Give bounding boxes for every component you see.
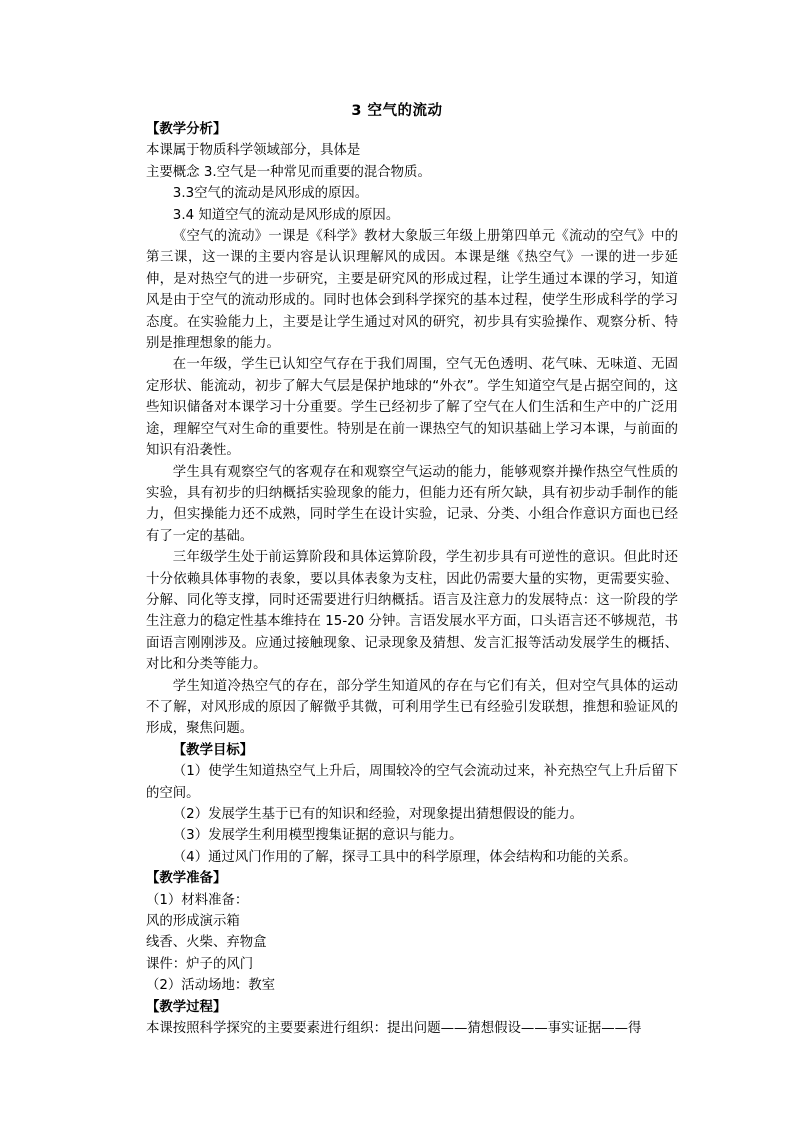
section-heading-process: 【教学过程】 xyxy=(146,999,227,1015)
prep-material: 线香、火柴、弃物盒 xyxy=(146,935,267,951)
paragraph: 在一年级，学生已认知空气存在于我们周围，空气无色透明、花气味、无味道、无固定形状、能流动，初步了解大气层是保护地球的“外衣”。学生知道空气是占据空间的，这些知识储备对本课学习十分重要。学生已经初步了解了空气在人们生活和生产中的广泛用途，理解空气对生命的重要性。特别是在前一课热空气的知识基础上学习本课，与前面的知识有沿袭性。 xyxy=(146,357,678,459)
prep-item: （2）活动场地：教室 xyxy=(146,978,276,994)
prep-material: 风的形成演示箱 xyxy=(146,914,240,930)
goal-item: （4）通过风门作用的了解，探寻工具中的科学原理，体会结构和功能的关系。 xyxy=(172,849,637,865)
paragraph: 学生具有观察空气的客观存在和观察空气运动的能力，能够观察并操作热空气性质的实验，具有初步的归纳概括实验现象的能力，但能力还有所欠缺，具有初步动手制作的能力，但实操能力还不成熟，同时学生在设计实验，记录、分类、小组合作意识方面也已经有了一定的基础。 xyxy=(146,464,678,544)
section-heading-prep: 【教学准备】 xyxy=(146,871,227,887)
concept-3-4: 3.4 知道空气的流动是风形成的原因。 xyxy=(172,207,400,223)
paragraph: 《空气的流动》一课是《科学》教材大象版三年级上册第四单元《流动的空气》中的第三课，这一课的主要内容是认识理解风的成因。本课是继《热空气》一课的进一步延伸，是对热空气的进一步研究，主要是研究风的形成过程，让学生通过本课的学习，知道风是由于空气的流动形成的。同时也体会到科学探究的基本过程，使学生形成科学的学习态度。在实验能力上，主要是让学生通过对风的研究，初步具有实验操作、观察分析、特别是推理想象的能力。 xyxy=(146,229,678,352)
process-intro: 本课按照科学探究的主要要素进行组织：提出问题——猜想假设——事实证据——得 xyxy=(146,1021,642,1037)
goal-item: （2）发展学生基于已有的知识和经验，对现象提出猜想假设的能力。 xyxy=(172,807,584,822)
paragraph: 三年级学生处于前运算阶段和具体运算阶段，学生初步具有可逆性的意识。但此时还十分依赖具体事物的表象，要以具体表象为支柱，因此仍需要大量的实物，更需要实验、分解、同化等支撑，同时还需要进行归纳概括。语言及注意力的发展特点：这一阶段的学生注意力的稳定性基本维持在 15-20 分钟。言语发展水平方面，口头语言还不够规范，书面语言刚刚涉及。应通过接触现象、记录现象及猜想、发言汇报等活动发展学生的概括、对比和分类等能力。 xyxy=(146,550,678,673)
paragraph: 学生知道冷热空气的存在，部分学生知道风的存在与它们有关，但对空气具体的运动不了解，对风形成的原因了解微乎其微，可利用学生已有经验引发联想，推想和验证风的形成，聚焦问题。 xyxy=(146,678,678,737)
concept-main: 主要概念 3.空气是一种常见而重要的混合物质。 xyxy=(146,164,431,180)
section-heading-analysis: 【教学分析】 xyxy=(146,122,227,137)
analysis-intro: 本课属于物质科学领域部分，具体是 xyxy=(146,143,361,159)
document-body xyxy=(146,119,678,1039)
prep-material: 课件：炉子的风门 xyxy=(146,956,254,972)
goal-item: （3）发展学生利用模型搜集证据的意识与能力。 xyxy=(172,828,463,844)
prep-item: （1）材料准备： xyxy=(146,892,249,908)
concept-3-3: 3.3空气的流动是风形成的原因。 xyxy=(172,186,369,202)
section-heading-goals: 【教学目标】 xyxy=(172,742,254,758)
goal-item: （1）使学生知道热空气上升后，周围较冷的空气会流动过来，补充热空气上升后留下的空间。 xyxy=(146,764,678,801)
document-title: 3 空气的流动 xyxy=(351,103,443,119)
